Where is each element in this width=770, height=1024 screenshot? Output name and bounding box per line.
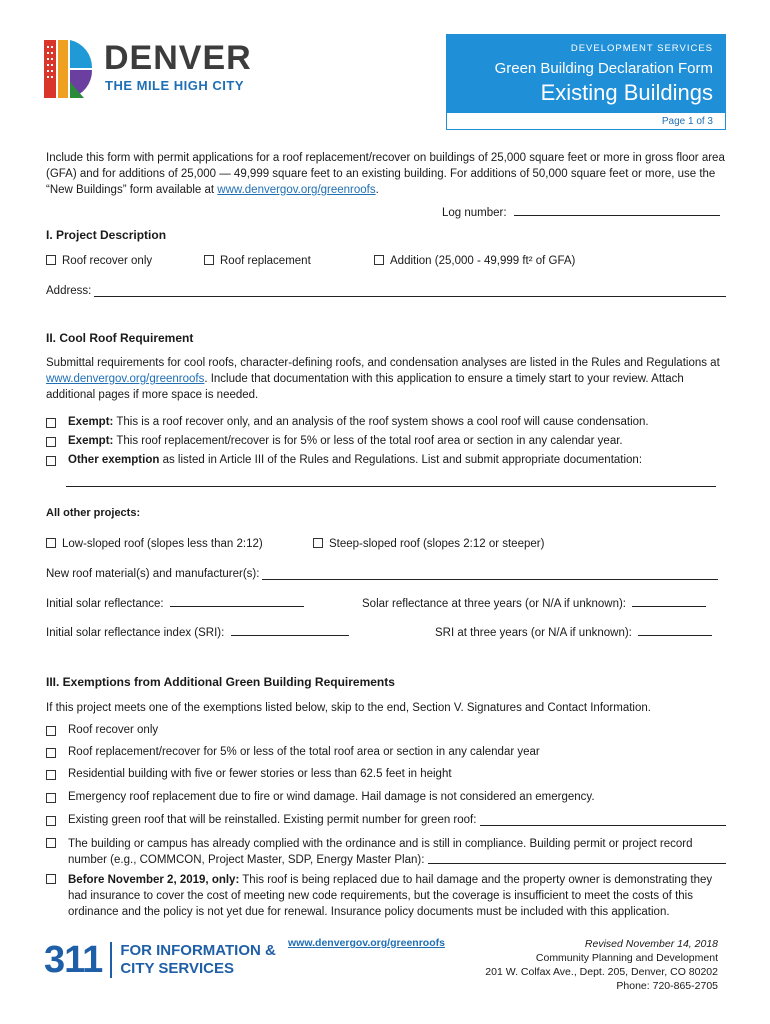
footer-contact [485, 937, 718, 993]
solar-reflectance-row [46, 598, 304, 610]
option-steep-sloped[interactable] [313, 538, 544, 550]
sri-3yr-field[interactable] [638, 635, 712, 636]
solar-reflectance-3yr-label: Solar reflectance at three years (or N/A if unknown): [362, 598, 626, 610]
exemption-label: This roof is being replaced due to hail damage and the property owner is demonstrating they had insurance to cover the cost of meeting new code requirements, but the coverage is insufficient to meet the costs of this ordinance and the policy is not yet due for renewal. Insurance policy documents must be included with this application. [68, 874, 713, 918]
option-roof-replacement[interactable] [204, 255, 311, 267]
exempt-five-percent[interactable] [46, 435, 623, 447]
logo-wordmark: DENVER [104, 39, 252, 77]
section3-intro: If this project meets one of the exemptions listed below, skip to the end, Section V. Signatures and Contact Information. [46, 702, 651, 714]
all-other-label: All other projects: [46, 507, 141, 519]
footer-address: 201 W. Colfax Ave., Dept. 205, Denver, CO 80202 [485, 966, 718, 978]
address-row [46, 285, 726, 297]
sri-label: Initial solar reflectance index (SRI): [46, 627, 225, 639]
footer-link[interactable]: www.denvergov.org/greenroofs [288, 937, 445, 949]
option-roof-recover[interactable] [46, 255, 152, 267]
option-label: Roof recover only [62, 255, 153, 267]
exemption-emergency[interactable] [46, 791, 595, 803]
material-field[interactable] [262, 568, 718, 580]
checkbox[interactable] [46, 538, 56, 548]
option-label: Steep-sloped roof (slopes 2:12 or steeper) [329, 538, 545, 550]
exemption-label-bold: Before November 2, 2019, only: [68, 874, 240, 886]
checkbox[interactable] [46, 437, 56, 447]
denver-logo [42, 38, 262, 102]
page-label: Page 1 of 3 [661, 116, 713, 127]
option-low-sloped[interactable] [46, 538, 263, 550]
address-label: Address: [46, 285, 92, 297]
checkbox[interactable] [46, 255, 56, 265]
address-field[interactable] [94, 285, 726, 297]
sri-3yr-label: SRI at three years (or N/A if unknown): [435, 627, 632, 639]
section2-link[interactable]: www.denvergov.org/greenroofs [46, 373, 205, 385]
footer-phone: Phone: 720-865-2705 [616, 980, 718, 992]
section1-title: I. Project Description [46, 228, 167, 242]
sri-row [46, 627, 349, 639]
exemption-green-roof[interactable] [46, 814, 726, 826]
footer-311-number: 311 [44, 939, 103, 981]
intro-text-end: . [375, 184, 379, 196]
exempt-other[interactable] [46, 454, 642, 466]
option-addition[interactable] [374, 255, 575, 267]
department-label: DEVELOPMENT SERVICES [570, 43, 713, 54]
exempt-label: Exempt: [68, 416, 114, 428]
option-label: Addition (25,000 - 49,999 ft² of GFA) [390, 255, 576, 267]
green-roof-permit-field[interactable] [480, 814, 726, 826]
footer-311 [44, 940, 276, 980]
exemption-label: Roof replacement/recover for 5% or less of the total roof area or section in any calendar year [68, 746, 540, 758]
exemption-label: Residential building with five or fewer stories or less than 62.5 feet in height [68, 768, 452, 780]
checkbox[interactable] [46, 770, 56, 780]
exemption-label: Existing green roof that will be reinstalled. Existing permit number for green roof: [68, 814, 477, 826]
footer-office: Community Planning and Development [535, 952, 718, 964]
exempt-text: This is a roof recover only, and an analysis of the roof system shows a cool roof will cause condensation. [113, 416, 649, 428]
checkbox[interactable] [204, 255, 214, 265]
denver-logo-mark-icon [42, 38, 94, 100]
exempt-text: as listed in Article III of the Rules and Regulations. List and submit appropriate documentation: [159, 454, 643, 466]
exemption-residential[interactable] [46, 768, 452, 780]
section2-text-end: . Include that documentation with this application to ensure a timely start to your review. Attach additional pages if more space is needed. [46, 373, 684, 401]
revised-date: Revised November 14, 2018 [584, 938, 718, 950]
sri-field[interactable] [231, 635, 349, 636]
option-label: Roof replacement [220, 255, 311, 267]
checkbox[interactable] [46, 418, 56, 428]
checkbox[interactable] [46, 456, 56, 466]
exempt-text: This roof replacement/recover is for 5% or less of the total roof area or section in any calendar year. [113, 435, 623, 447]
exemption-five-percent[interactable] [46, 746, 540, 758]
exemption-label-cont: number (e.g., COMMCON, Project Master, SDP, Energy Master Plan): [68, 854, 425, 866]
log-number-row [442, 207, 720, 219]
solar-reflectance-label: Initial solar reflectance: [46, 598, 164, 610]
checkbox[interactable] [313, 538, 323, 548]
footer-info-line1: FOR INFORMATION & [120, 942, 276, 959]
material-label: New roof material(s) and manufacturer(s): [46, 568, 260, 580]
checkbox[interactable] [46, 793, 56, 803]
header-banner [447, 35, 725, 113]
solar-reflectance-3yr-row [362, 598, 706, 610]
section2-text: Submittal requirements for cool roofs, character-defining roofs, and condensation analyses are listed in the Rules and Regulations at [46, 357, 720, 369]
intro-text: Include this form with permit applications for a roof replacement/recover on buildings of 25,000 square feet or more in gross floor area (GFA) and for additions of 25,000 — 49,999 square feet to an existing building. For additions of 50,000 square feet or more, use the “New Buildings” form available at [46, 152, 725, 196]
checkbox[interactable] [46, 748, 56, 758]
checkbox[interactable] [46, 726, 56, 736]
other-exemption-field[interactable] [66, 475, 716, 487]
solar-reflectance-3yr-field[interactable] [632, 606, 706, 607]
form-header [446, 34, 726, 130]
exemption-label: Emergency roof replacement due to fire or wind damage. Hail damage is not considered an emergency. [68, 791, 595, 803]
form-title: Green Building Declaration Form [494, 60, 713, 77]
intro-paragraph [46, 150, 726, 198]
section2-paragraph [46, 355, 726, 403]
checkbox[interactable] [46, 874, 56, 884]
form-subtitle: Existing Buildings [540, 80, 713, 105]
intro-link[interactable]: www.denvergov.org/greenroofs [217, 184, 376, 196]
solar-reflectance-field[interactable] [170, 606, 304, 607]
exemption-hail-damage[interactable] [46, 872, 726, 920]
checkbox[interactable] [374, 255, 384, 265]
checkbox[interactable] [46, 816, 56, 826]
material-row [46, 568, 718, 580]
project-record-field[interactable] [428, 852, 726, 864]
logo-tagline: THE MILE HIGH CITY [105, 78, 244, 93]
checkbox[interactable] [46, 838, 56, 848]
exempt-condensation[interactable] [46, 416, 649, 428]
exemption-label: Roof recover only [68, 724, 159, 736]
exemption-label: The building or campus has already complied with the ordinance and is still in compliance. Building permit or project record [68, 838, 693, 850]
exempt-label: Other exemption [68, 454, 160, 466]
log-number-label: Log number: [442, 207, 507, 219]
footer-info-line2: CITY SERVICES [120, 960, 234, 977]
section3-title: III. Exemptions from Additional Green Building Requirements [46, 675, 395, 689]
exemption-roof-recover[interactable] [46, 724, 158, 736]
exemption-already-complied[interactable] [46, 836, 726, 868]
option-label: Low-sloped roof (slopes less than 2:12) [62, 538, 263, 550]
log-number-field[interactable] [514, 215, 720, 216]
footer-divider [110, 942, 112, 978]
section2-title: II. Cool Roof Requirement [46, 331, 194, 345]
sri-3yr-row [435, 627, 712, 639]
exempt-label: Exempt: [68, 435, 114, 447]
